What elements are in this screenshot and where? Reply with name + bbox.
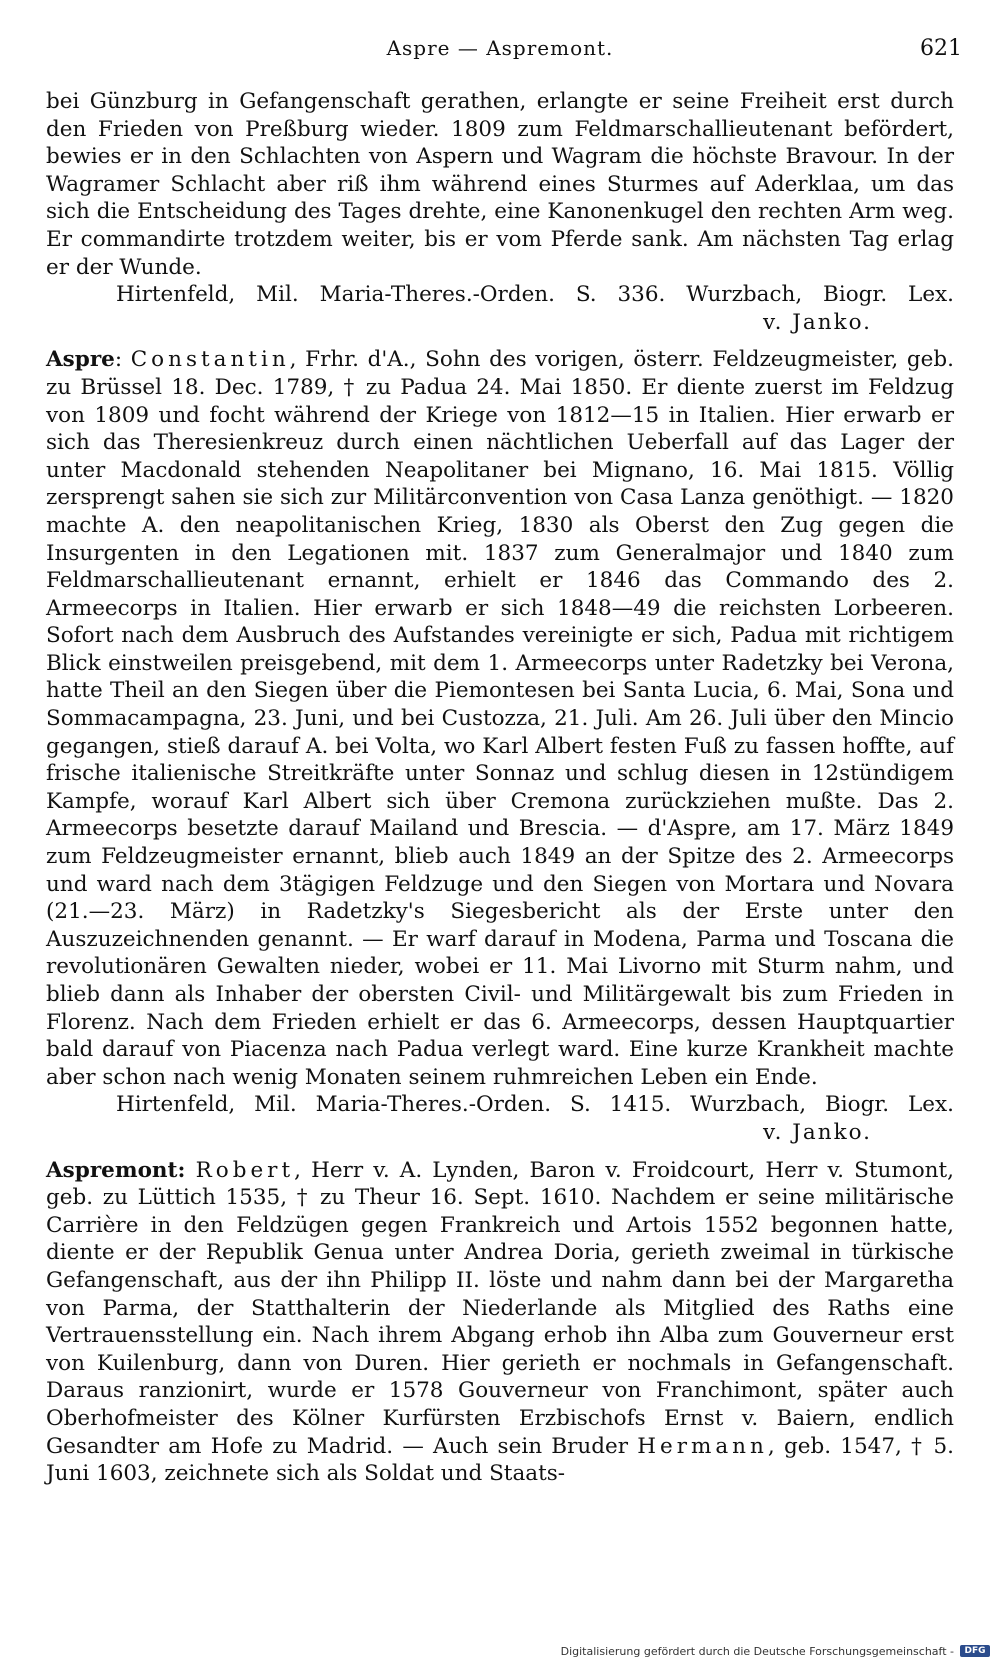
page-header (0, 36, 1000, 66)
dfg-logo-icon: DFG (960, 1645, 990, 1657)
entry-text: , Frhr. d'A., Sohn des vorigen, österr. Feldzeugmeister, geb. zu Brüssel 18. Dec. 1789, † zu Padua 24. Mai 1850. Er diente zuerst im Feldzug von 1809 und focht während der Kriege von 1812—15 in Italien. Hier erwarb er sich das Theresienkreuz durch einen nächtlichen Ueberfall auf das Lager der unter Macdonald stehenden Neapolitaner bei Mignano, 16. Mai 1815. Völlig zersprengt sahen sie sich zur Militärconvention von Casa Lanza genöthigt. — 1820 machte A. den neapolitanischen Krieg, 1830 als Oberst den Zug gegen die Insurgenten in den Legationen mit. 1837 zum Generalmajor und 1840 zum Feldmarschallieutenant ernannt, erhielt er 1846 das Commando des 2. Armeecorps in Italien. Hier erwarb er sich 1848—49 die reichsten Lorbeeren. Sofort nach dem Ausbruch des Aufstandes vereinigte er sich, Padua mit richtigem Blick einstweilen preisgebend, mit dem 1. Armeecorps unter Radetzky bei Verona, hatte Theil an den Siegen über die Piemontesen bei Santa Lucia, 6. Mai, Sona und Sommacampagna, 23. Juni, und bei Custozza, 21. Juli. Am 26. Juli über den Mincio gegangen, stieß darauf A. bei Volta, wo Karl Albert festen Fuß zu fassen hoffte, auf frische italienische Streitkräfte unter Sonnaz und schlug diesen in 12stündigem Kampfe, worauf Karl Albert sich über Cremona zurückziehen mußte. Das 2. Armeecorps besetzte darauf Mailand und Brescia. — d'Aspre, am 17. März 1849 zum Feldzeugmeister ernannt, blieb auch 1849 an der Spitze des 2. Armeecorps und ward nach dem 3tägigen Feldzuge und den Siegen von Mortara und Novara (21.—23. März) in Radetzky's Siegesbericht als der Erste unter den Auszuzeichnenden genannt. — Er warf darauf in Modena, Parma und Toscana die revolutionären Gewalten nieder, wobei er 11. Mai Livorno mit Sturm nahm, und blieb dann als Inhaber der obersten Civil- und Militärgewalt bis zum Frieden in Florenz. Nach dem Frieden erhielt er das 6. Armeecorps, dessen Hauptquartier bald darauf von Piacenza nach Padua verlegt ward. Eine kurze Krankheit machte aber schon nach wenig Monaten seinem ruhmreichen Leben ein Ende. (46, 347, 954, 1090)
page-number: 621 (920, 36, 962, 61)
source-reference: Hirtenfeld, Mil. Maria-Theres.-Orden. S. 336. Wurzbach, Biogr. Lex. (116, 282, 954, 308)
entry-aspre (46, 346, 954, 1091)
source-reference: Hirtenfeld, Mil. Maria-Theres.-Orden. S. 1415. Wurzbach, Biogr. Lex. (116, 1092, 954, 1118)
footer-credit: Digitalisierung gefördert durch die Deutsche Forschungsgemeinschaft - (560, 1644, 954, 1658)
entry-aspremont (46, 1157, 954, 1488)
lemma-colon: : (114, 347, 131, 373)
entry-text: , Herr v. A. Lynden, Baron v. Froidcourt, Herr v. Stumont, geb. zu Lüttich 1535, † zu Theur 16. Sept. 1610. Nachdem er seine militärische Carrière in den Feldzügen gegen Frankreich und Artois 1552 begonnen hatte, diente er der Republik Genua unter Andrea Doria, gerieth zweimal in türkische Gefangenschaft, aus der ihn Philipp II. löste und nahm dann bei der Margaretha von Parma, der Statthalterin der Niederlande als Mitglied des Raths eine Vertrauensstellung ein. Nach ihrem Abgang erhob ihn Alba zum Gouverneur erst von Kuilenburg, dann von Duren. Hier gerieth er nochmals in Gefangenschaft. Daraus ranzionirt, wurde er 1578 Gouverneur von Franchimont, später auch Oberhofmeister des Kölner Kurfürsten Erzbischofs Ernst v. Baiern, endlich Gesandter am Hofe zu Madrid. — Auch sein Bruder (46, 1157, 954, 1459)
author-signature: v. Janko. (763, 1119, 872, 1145)
author-signature: v. Janko. (763, 309, 872, 335)
body-text (46, 88, 954, 1488)
paragraph-continuation: bei Günzburg in Gefangenschaft gerathen, erlangte er seine Freiheit erst durch den Frieden von Preßburg wieder. 1809 zum Feldmarschallieutenant befördert, bewies er in den Schlachten von Aspern und Wagram die höchste Bravour. In der Wagramer Schlacht aber riß ihm während eines Sturmes auf Aderklaa, um das sich die Entscheidung des Tages drehte, eine Kanonenkugel den rechten Arm weg. Er commandirte trotzdem weiter, bis er vom Pferde sank. Am nächsten Tag erlag er der Wunde. (46, 89, 954, 280)
entry-given-name: Constantin (130, 347, 290, 373)
entry-second-name: Hermann (637, 1433, 768, 1459)
digitization-footer (561, 1642, 990, 1660)
running-title: Aspre — Aspremont. (386, 36, 614, 60)
entry-text-continued: , geb. 1547, † 5. Juni 1603, zeichnete sich als Soldat und Staats- (46, 1433, 954, 1487)
entry-lemma: Aspre (46, 347, 115, 373)
entry-lemma: Aspremont: (46, 1157, 186, 1183)
entry-given-name: Robert (195, 1157, 295, 1183)
